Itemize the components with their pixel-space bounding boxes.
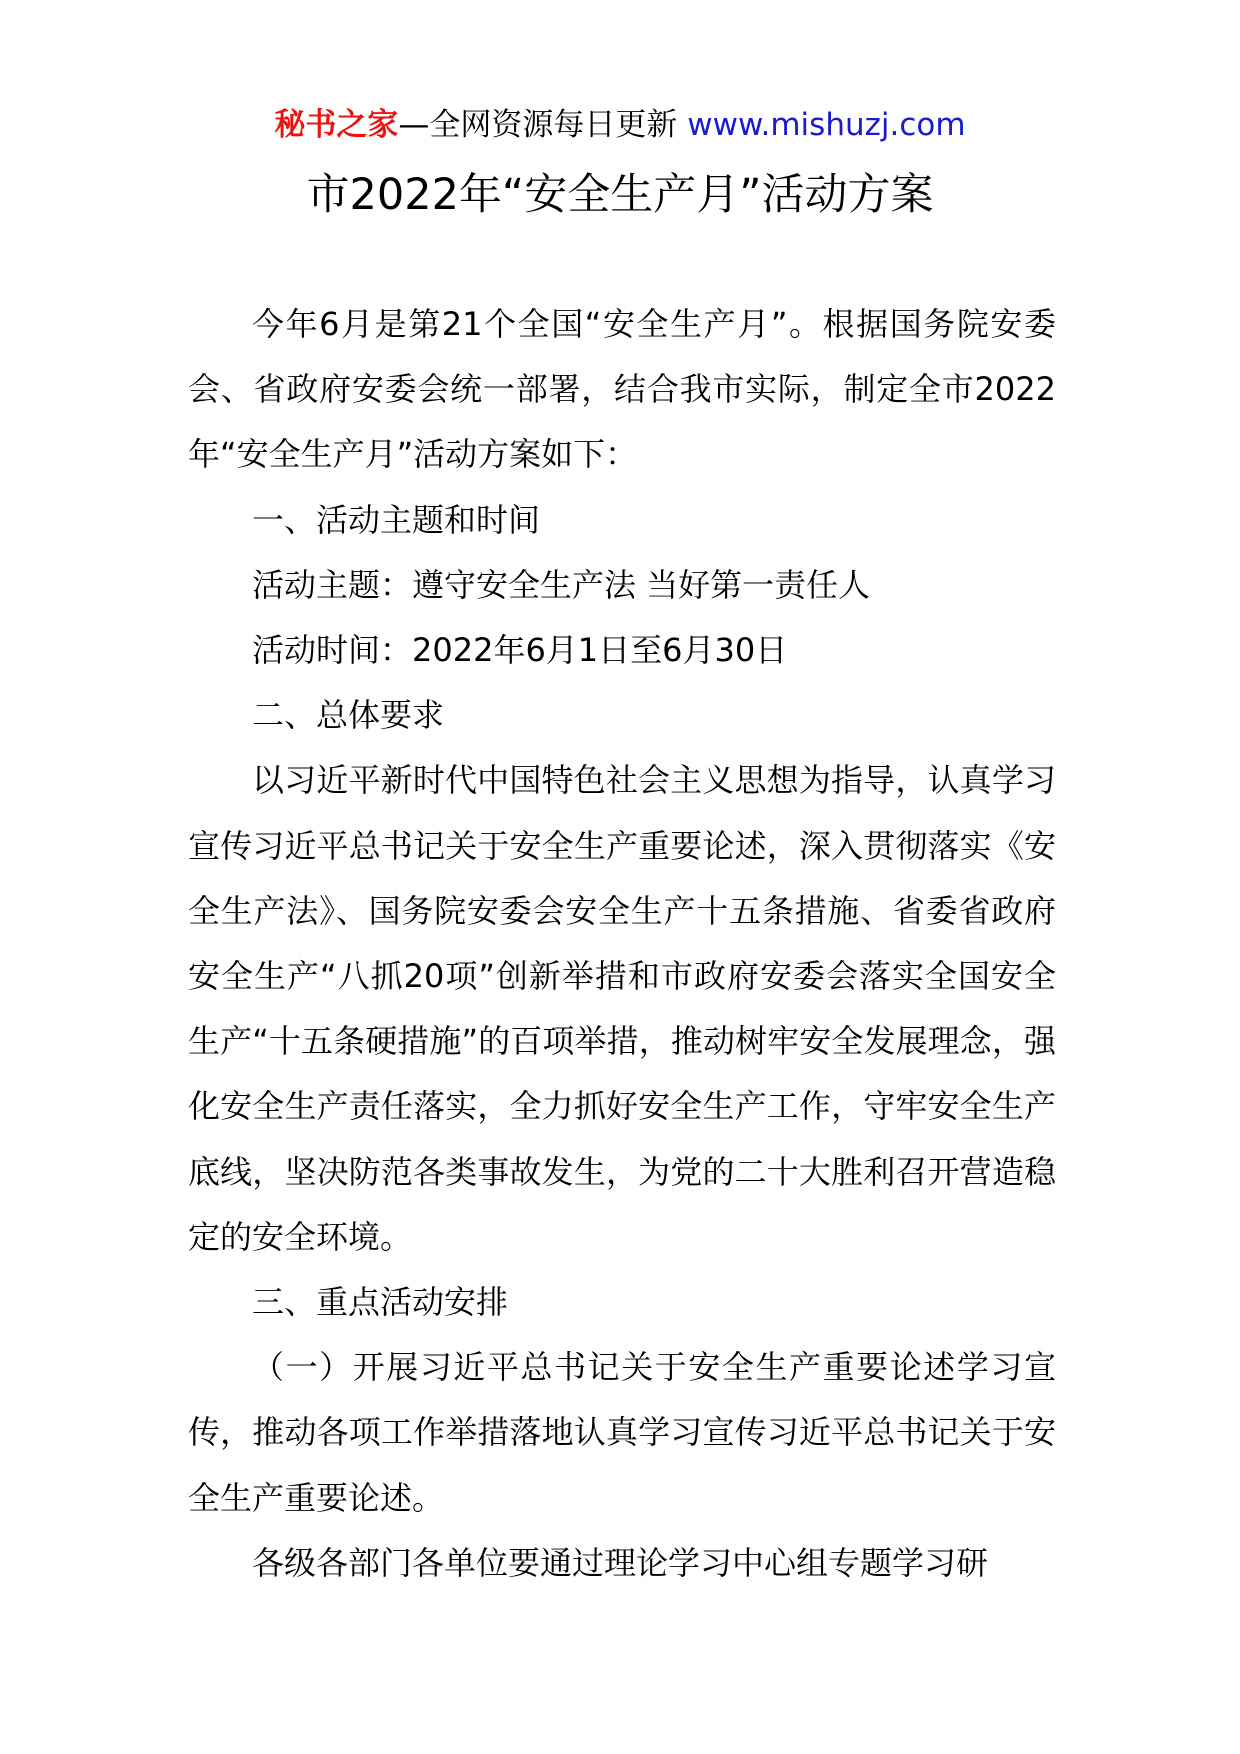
subsection-1-paragraph: （一）开展习近平总书记关于安全生产重要论述学习宣传，推动各项工作举措落地认真学习宣传习近平总书记关于安全生产重要论述。 <box>188 1348 1056 1517</box>
document-body <box>188 292 1056 1596</box>
section-heading-3: 三、重点活动安排 <box>252 1283 509 1322</box>
header-tagline: —全网资源每日更新 <box>398 107 678 143</box>
body-paragraph-last: 各级各部门各单位要通过理论学习中心组专题学习研 <box>252 1543 989 1582</box>
general-requirements-paragraph: 以习近平新时代中国特色社会主义思想为指导，认真学习宣传习近平总书记关于安全生产重要论述，深入贯彻落实《安全生产法》、国务院安委会安全生产十五条措施、省委省政府安全生产“八抓20项”创新举措和市政府安委会落实全国安全生产“十五条硬措施”的百项举措，推动树牢安全发展理念，强化安全生产责任落实，全力抓好安全生产工作，守牢安全生产底线，坚决防范各类事故发生，为党的二十大胜利召开营造稳定的安全环境。 <box>188 761 1056 1256</box>
activity-theme: 活动主题：遵守安全生产法 当好第一责任人 <box>252 565 871 604</box>
intro-paragraph: 今年6月是第21个全国“安全生产月”。根据国务院安委会、省政府安委会统一部署，结合我市实际，制定全市2022年“安全生产月”活动方案如下： <box>188 305 1056 474</box>
section-heading-1: 一、活动主题和时间 <box>252 500 541 539</box>
document-title: 市2022年“安全生产月”活动方案 <box>306 170 934 220</box>
site-header <box>0 100 1240 150</box>
site-url-link[interactable]: www.mishuzj.com <box>687 107 966 143</box>
activity-time: 活动时间：2022年6月1日至6月30日 <box>252 631 788 670</box>
brand-name: 秘书之家 <box>274 107 399 143</box>
section-heading-2: 二、总体要求 <box>252 696 445 735</box>
